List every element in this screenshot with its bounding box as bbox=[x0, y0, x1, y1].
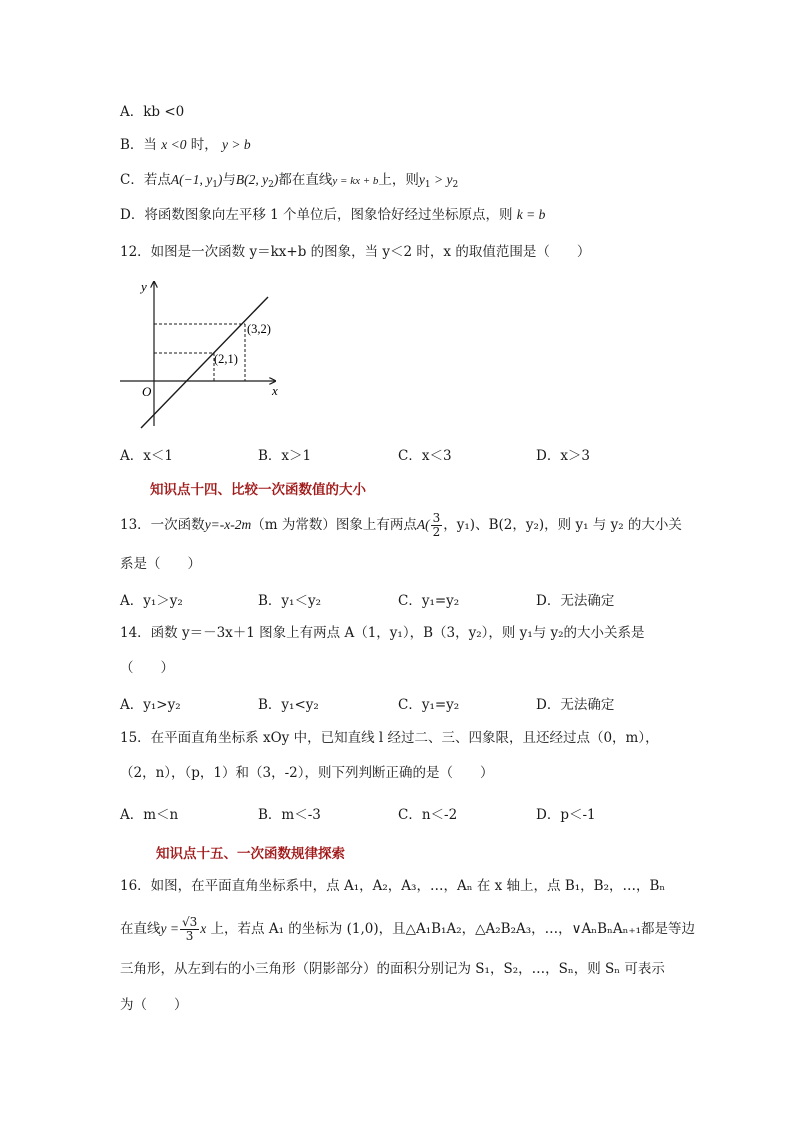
section-15-heading: 知识点十五、一次函数规律探索 bbox=[156, 846, 345, 862]
q13-pt-a: A( bbox=[416, 517, 430, 532]
q11-b-cond: x <0 bbox=[161, 137, 187, 152]
q11-option-a: A．kb <0 bbox=[120, 104, 185, 120]
q11-c-res-y1: y bbox=[418, 172, 425, 187]
q11-option-d bbox=[120, 205, 545, 225]
q13-option-c: C．y₁=y₂ bbox=[398, 593, 460, 609]
q11-c-with: 与 bbox=[222, 172, 236, 188]
q16-line2 bbox=[120, 916, 695, 943]
q11-option-c bbox=[120, 170, 458, 195]
q15-stem-line1: 15．在平面直角坐标系 xOy 中，已知直线 l 经过二、三、四象限，且还经过点（0，m）， bbox=[120, 730, 659, 746]
q16-line1: 16．如图，在平面直角坐标系中，点 A₁，A₂，A₃，…，Aₙ 在 x 轴上，点 B₁，B₂，…，Bₙ bbox=[120, 878, 666, 894]
q11-c-point-b: B(2, y bbox=[235, 172, 269, 187]
q12-stem: 12．如图是一次函数 y＝kx+b 的图象，当 y＜2 时，x 的取值范围是（ ） bbox=[120, 244, 591, 260]
q11-c-res-sub1: 1 bbox=[424, 180, 431, 190]
q14-option-d: D．无法确定 bbox=[536, 697, 615, 713]
q12-graph bbox=[110, 276, 290, 436]
q11-b-res: y > b bbox=[222, 137, 251, 152]
q12-option-d: D．x＞3 bbox=[536, 448, 591, 464]
q11-c-point-b-end: ) bbox=[273, 172, 279, 187]
q11-c-prefix: C．若点 bbox=[120, 172, 171, 188]
q15-option-a: A．m＜n bbox=[120, 807, 179, 823]
q13-option-d: D．无法确定 bbox=[536, 593, 615, 609]
q11-d-text: D．将函数图象向左平移 1 个单位后，图象恰好经过坐标原点，则 bbox=[120, 207, 513, 223]
q16-line2-a: 在直线 bbox=[120, 921, 161, 937]
q11-c-point-a-end: ) bbox=[217, 172, 223, 187]
q12-option-c: C．x＜3 bbox=[398, 448, 452, 464]
q16-line4: 为（ ） bbox=[120, 997, 188, 1013]
q15-option-b: B．m＜-3 bbox=[258, 807, 321, 823]
q14-option-c: C．y₁=y₂ bbox=[398, 697, 460, 713]
q11-c-point-a: A(−1, y bbox=[170, 172, 213, 187]
q11-c-sub2: 2 bbox=[268, 180, 274, 190]
q13-stem-line2: 系是（ ） bbox=[120, 556, 201, 572]
origin-label: O bbox=[142, 384, 152, 399]
q14-option-a: A．y₁>y₂ bbox=[120, 697, 181, 713]
q16-frac-den: 3 bbox=[185, 929, 194, 943]
q11-option-b bbox=[120, 135, 251, 155]
q12-option-b: B．x＞1 bbox=[258, 448, 312, 464]
q14-option-b: B．y₁<y₂ bbox=[258, 697, 319, 713]
q11-c-res-sub2: 2 bbox=[452, 180, 459, 190]
q12-option-a: A．x＜1 bbox=[120, 448, 173, 464]
q16-func: y = bbox=[160, 921, 179, 936]
q13-stem-a: 13．一次函数 bbox=[120, 517, 205, 533]
q15-option-d: D．p＜-1 bbox=[536, 807, 596, 823]
x-axis-label: x bbox=[272, 383, 278, 398]
q14-paren: （ ） bbox=[120, 660, 174, 676]
q16-line2-b: 上，若点 A₁ 的坐标为 (1,0)，且△A₁B₁A₂，△A₂B₂A₃，…，∨AₙBₙAₙ₊₁都是等边 bbox=[206, 921, 696, 937]
point-2-1-label: (2,1) bbox=[214, 352, 238, 366]
y-axis-label: y bbox=[141, 279, 147, 294]
q13-frac-num: 3 bbox=[432, 511, 441, 525]
q11-b-prefix: B．当 bbox=[120, 137, 157, 153]
q15-option-c: C．n＜-2 bbox=[398, 807, 458, 823]
q13-paren: （m 为常数）图象上有两点 bbox=[251, 517, 417, 533]
q16-fraction bbox=[180, 916, 199, 943]
q16-line3: 三角形，从左到右的小三角形（阴影部分）的面积分别记为 S₁，S₂，…，Sₙ，则 Sₙ 可表示 bbox=[120, 961, 665, 977]
q16-x: x bbox=[200, 921, 207, 936]
q13-stem-line1 bbox=[120, 512, 682, 539]
point-3-2-label: (3,2) bbox=[247, 322, 271, 336]
q11-c-line: y = kx + b bbox=[332, 175, 379, 187]
q11-c-on: 都在直线 bbox=[278, 172, 333, 188]
q13-pt-a-end: ，y₁)、B(2，y₂)，则 y₁ 与 y₂ 的大小关 bbox=[443, 517, 682, 533]
q16-frac-num: √3 bbox=[181, 915, 198, 929]
q11-c-res-gt: > y bbox=[430, 172, 453, 187]
q14-stem: 14．函数 y＝－3x＋1 图象上有两点 A（1，y₁），B（3，y₂），则 y₁与 y₂的大小关系是 bbox=[120, 625, 645, 641]
q13-fraction bbox=[431, 512, 443, 539]
q15-stem-line2: （2，n），（p，1）和（3，-2），则下列判断正确的是（ ） bbox=[120, 765, 494, 781]
q11-c-then: 上，则 bbox=[378, 172, 419, 188]
q13-func: y=-x-2m bbox=[204, 517, 252, 532]
q11-c-sub1: 1 bbox=[212, 180, 218, 190]
q11-b-mid: 时， bbox=[190, 137, 218, 153]
q13-frac-den: 2 bbox=[432, 525, 441, 539]
q13-option-b: B．y₁＜y₂ bbox=[258, 593, 321, 609]
q11-d-res: k = b bbox=[516, 207, 546, 222]
q13-option-a: A．y₁＞y₂ bbox=[120, 593, 183, 609]
section-14-heading: 知识点十四、比较一次函数值的大小 bbox=[150, 482, 366, 498]
function-line bbox=[141, 297, 268, 428]
